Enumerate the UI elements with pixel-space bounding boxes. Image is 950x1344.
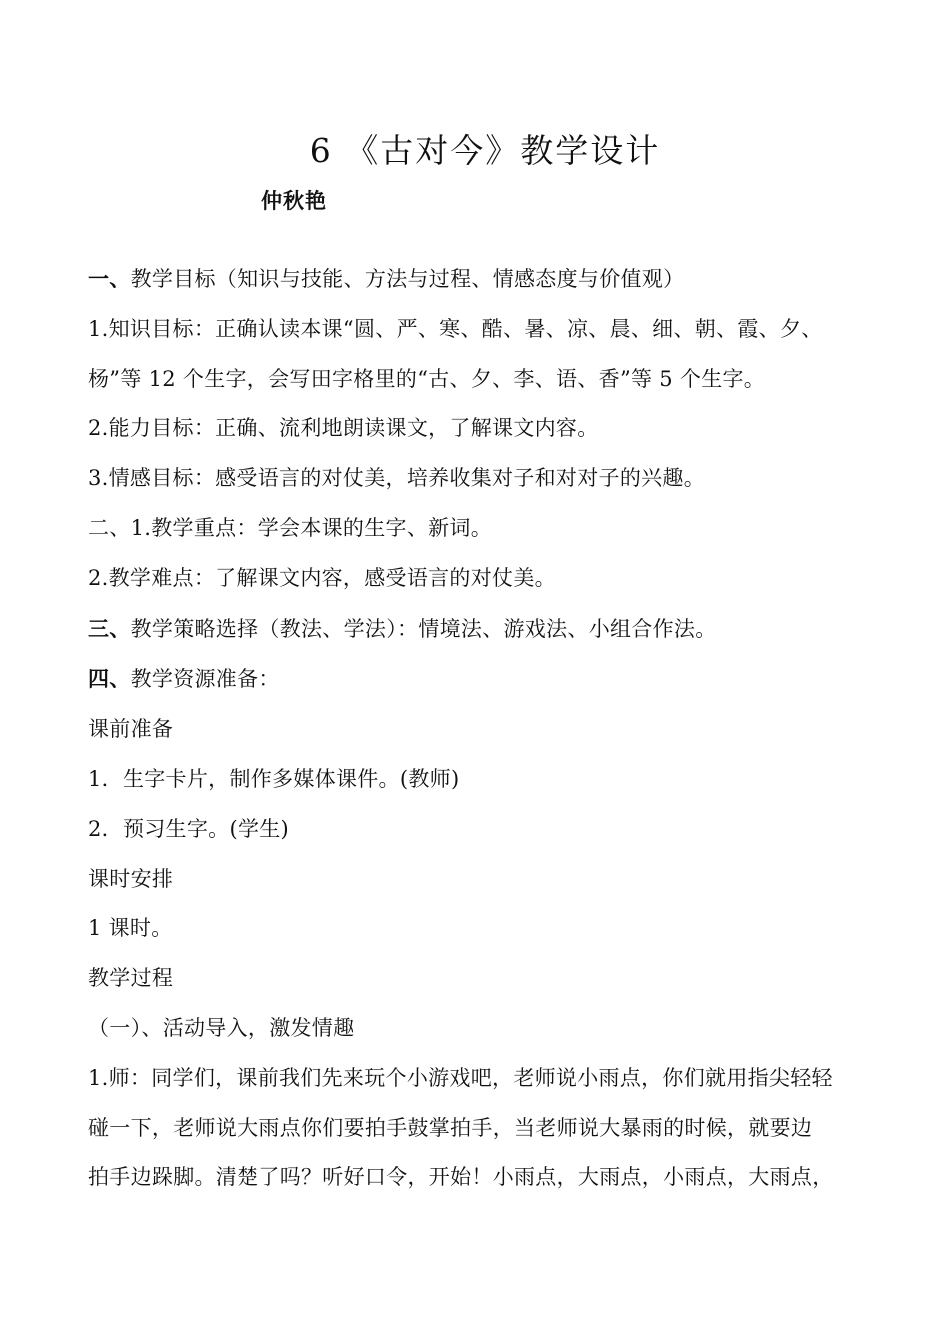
paragraph-text: 教学资源准备： (130, 667, 280, 692)
paragraph-text: 杨”等 12 个生字，会写田字格里的“古、夕、李、语、香”等 5 个生字。 (88, 366, 766, 391)
paragraph-text: 课前准备 (88, 717, 174, 742)
author-name: 仲秋艳 (261, 188, 327, 213)
paragraph-line (88, 755, 888, 805)
section-heading-resources (88, 654, 888, 705)
paragraph-line (88, 554, 888, 604)
paragraph-line (88, 404, 888, 454)
section-number: 一、 (88, 266, 131, 291)
paragraph-text: 教学目标（知识与技能、方法与过程、情感态度与价值观） (130, 267, 685, 291)
paragraph-line (88, 355, 888, 405)
paragraph-line (88, 1104, 888, 1154)
paragraph-line (88, 454, 888, 504)
paragraph-line (88, 1153, 888, 1203)
paragraph-line (88, 904, 888, 954)
paragraph-text: 1.师：同学们，课前我们先来玩个小游戏吧，老师说小雨点，你们就用指尖轻轻 (88, 1065, 833, 1090)
document-body (88, 254, 888, 1203)
paragraph-text: 2.教学难点：了解课文内容，感受语言的对仗美。 (88, 565, 556, 590)
paragraph-line (88, 705, 888, 755)
paragraph-line (88, 954, 888, 1004)
paragraph-line (88, 855, 888, 905)
paragraph-text: 教学过程 (88, 966, 174, 991)
paragraph-text: （一）、活动导入，激发情趣 (88, 1015, 355, 1040)
paragraph-text: 课时安排 (88, 866, 174, 891)
section-heading-strategy (88, 604, 888, 655)
paragraph-text: 3.情感目标：感受语言的对仗美，培养收集对子和对对子的兴趣。 (88, 466, 706, 491)
paragraph-text: 教学策略选择（教法、学法）：情境法、游戏法、小组合作法。 (130, 616, 717, 641)
paragraph-text: 拍手边跺脚。清楚了吗？听好口令，开始！小雨点，大雨点，小雨点，大雨点， (88, 1165, 834, 1190)
paragraph-line (88, 305, 888, 355)
paragraph-text: 碰一下，老师说大雨点你们要拍手鼓掌拍手，当老师说大暴雨的时候，就要边 (88, 1115, 813, 1140)
section-number: 三、 (88, 615, 131, 641)
paragraph-line (88, 504, 888, 554)
paragraph-text: 2.能力目标：正确、流利地朗读课文，了解课文内容。 (88, 416, 599, 441)
paragraph-line (88, 805, 888, 855)
paragraph-text: 1.知识目标：正确认读本课“圆、严、寒、酷、暑、凉、晨、细、朝、霞、夕、 (88, 316, 823, 341)
section-number: 四、 (88, 666, 131, 692)
section-heading-objectives (88, 254, 888, 305)
paragraph-text: 1 课时。 (88, 916, 173, 941)
document-title: 6 《古对今》教学设计 (309, 131, 661, 170)
paragraph-line (88, 1054, 888, 1104)
paragraph-text: 1．生字卡片，制作多媒体课件。(教师) (88, 766, 460, 791)
paragraph-line (88, 1004, 888, 1054)
paragraph-text: 二、1.教学重点：学会本课的生字、新词。 (88, 515, 493, 540)
paragraph-text: 2．预习生字。(学生) (88, 816, 290, 841)
